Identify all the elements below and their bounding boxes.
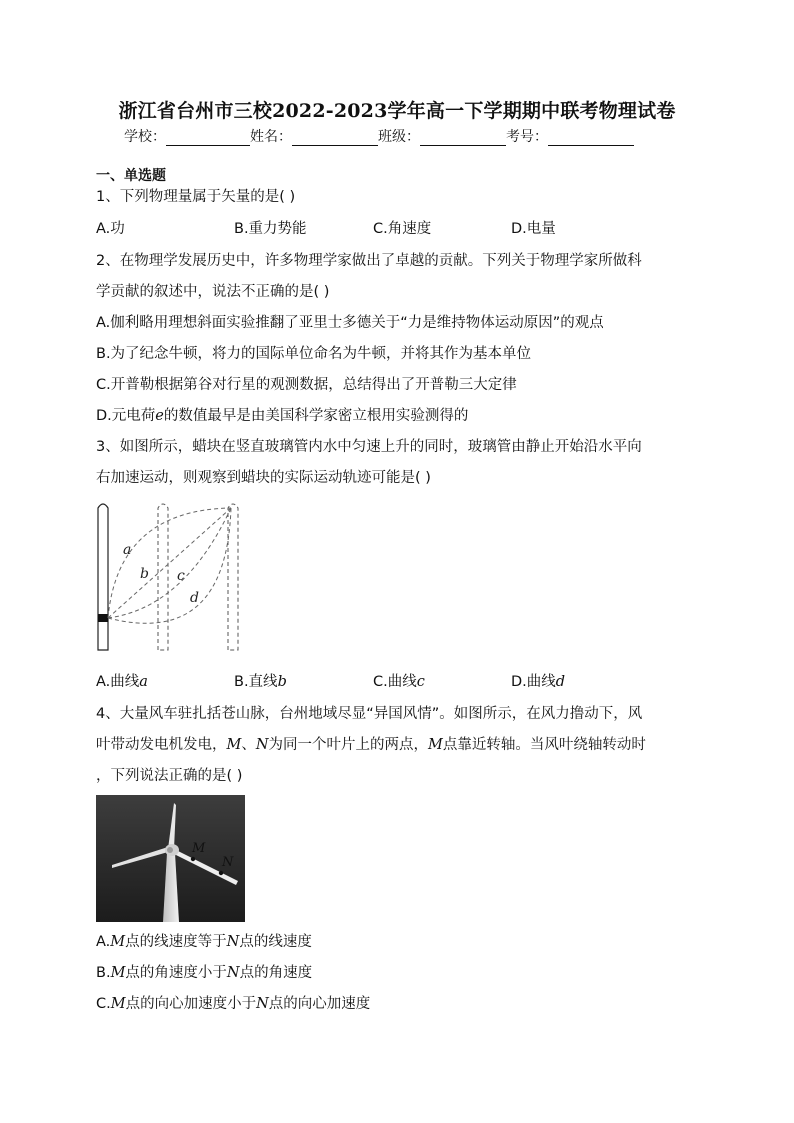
q3-option-c[interactable]: C.曲线c — [373, 674, 425, 690]
q4-option-b[interactable]: B.M点的角速度小于N点的角速度 — [96, 965, 313, 981]
q3-stem-line1: 3、如图所示，蜡块在竖直玻璃管内水中匀速上升的同时，玻璃管由静止开始沿水平向 — [96, 439, 642, 455]
label-m: M — [192, 841, 206, 856]
glass-tube-dashed-1 — [158, 504, 168, 650]
glass-tube-solid — [98, 504, 108, 650]
exam-no-label: 考号： — [506, 129, 548, 145]
q2-option-b[interactable]: B.为了纪念牛顿，将力的国际单位命名为牛顿，并将其作为基本单位 — [96, 346, 532, 362]
class-label: 班级： — [378, 129, 420, 145]
q1-option-c[interactable]: C.角速度 — [373, 221, 432, 237]
point-n — [219, 871, 223, 875]
trajectory-d — [108, 508, 231, 623]
label-n: N — [222, 855, 234, 870]
q4-stem-line1: 4、大量风车驻扎括苍山脉，台州地域尽显“异国风情”。如图所示，在风力撸动下，风 — [96, 706, 643, 722]
point-m — [191, 857, 195, 861]
q4-option-c[interactable]: C.M点的向心加速度小于N点的向心加速度 — [96, 996, 371, 1012]
school-label: 学校： — [124, 129, 166, 145]
label-d: d — [190, 590, 199, 606]
q1-option-b[interactable]: B.重力势能 — [234, 221, 307, 237]
label-b: b — [140, 566, 149, 582]
q2-option-d[interactable]: D.元电荷e的数值最早是由美国科学家密立根用实验测得的 — [96, 408, 469, 424]
q4-windmill-photo — [96, 795, 245, 922]
q1-option-d[interactable]: D.电量 — [511, 221, 556, 237]
section-heading: 一、单选题 — [96, 168, 166, 184]
label-c: c — [177, 568, 185, 584]
name-blank[interactable] — [292, 131, 378, 146]
q3-stem-line2: 右加速运动，则观察到蜡块的实际运动轨迹可能是( ) — [96, 470, 431, 486]
q3-trajectory-figure — [94, 498, 254, 656]
wax-block — [98, 614, 108, 622]
q1-stem: 1、下列物理量属于矢量的是( ) — [96, 189, 296, 205]
q2-option-a[interactable]: A.伽利略用理想斜面实验推翻了亚里士多德关于“力是维持物体运动原因”的观点 — [96, 315, 604, 331]
q1-option-a[interactable]: A.功 — [96, 221, 125, 237]
q4-stem-line3: ，下列说法正确的是( ) — [96, 768, 243, 784]
class-blank[interactable] — [420, 131, 506, 146]
q2-stem-line2: 学贡献的叙述中，说法不正确的是( ) — [96, 284, 330, 300]
q3-option-a[interactable]: A.曲线a — [96, 674, 148, 690]
student-info-row — [124, 126, 634, 146]
label-a: a — [123, 542, 132, 558]
q2-option-c[interactable]: C.开普勒根据第谷对行星的观测数据，总结得出了开普勒三大定律 — [96, 377, 517, 393]
q2-stem-line1: 2、在物理学发展历史中，许多物理学家做出了卓越的贡献。下列关于物理学家所做科 — [96, 253, 642, 269]
trajectory-b — [108, 508, 231, 618]
school-blank[interactable] — [166, 131, 250, 146]
q4-option-a[interactable]: A.M点的线速度等于N点的线速度 — [96, 934, 312, 950]
page-title: 浙江省台州市三校2022-2023学年高一下学期期中联考物理试卷 — [118, 100, 676, 122]
q3-option-b[interactable]: B.直线b — [234, 674, 287, 690]
name-label: 姓名： — [250, 129, 292, 145]
q4-stem-line2: 叶带动发电机发电，M、N为同一个叶片上的两点，M点靠近转轴。当风叶绕轴转动时 — [96, 737, 646, 753]
q3-option-d[interactable]: D.曲线d — [511, 674, 566, 690]
exam-no-blank[interactable] — [548, 131, 634, 146]
